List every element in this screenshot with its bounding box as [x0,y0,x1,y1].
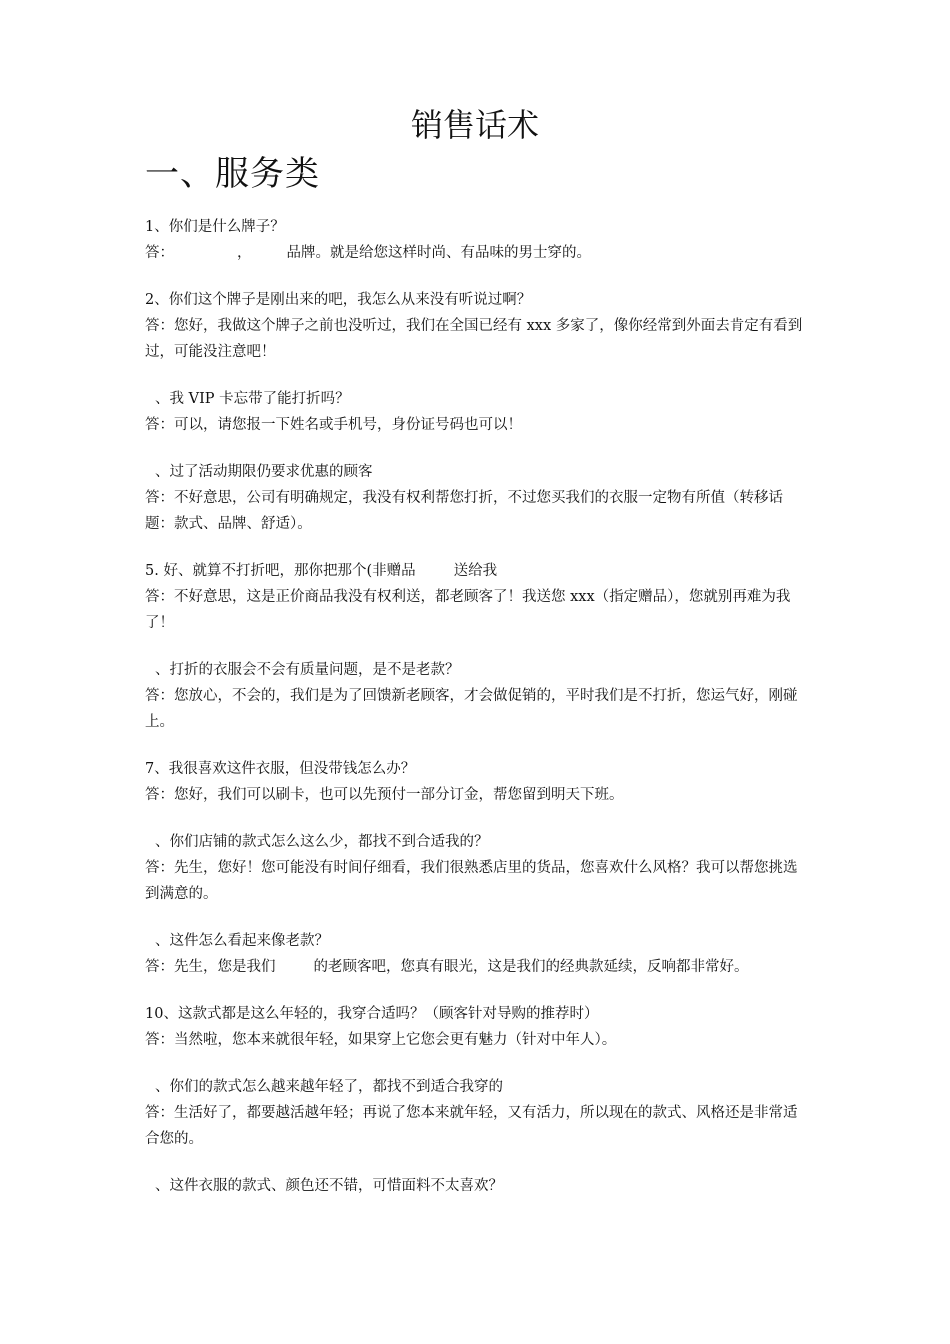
answer-comma: ， [237,245,252,261]
qa-item [145,829,807,907]
question: 2、你们这个牌子是刚出来的吧，我怎么从来没有听说过啊？ [145,292,532,308]
answer: 答：可以，请您报一下姓名或手机号，身份证号码也可以！ [145,417,522,433]
answer: 答：当然啦，您本来就很年轻，如果穿上它您会更有魅力（针对中年人）。 [145,1032,617,1048]
answer: 答：不好意思，公司有明确规定，我没有权利帮您打折，不过您买我们的衣服一定物有所值（转移话题：款式、品牌、舒适）。 [145,490,783,532]
question: 、我 VIP 卡忘带了能打折吗？ [155,391,350,407]
answer: 答：不好意思，这是正价商品我没有权利送，都老顾客了！我送您 xxx（指定赠品），您就别再难为我了！ [145,589,791,631]
question: 、这件衣服的款式、颜色还不错，可惜面料不太喜欢？ [155,1178,503,1194]
answer: 答：生活好了，都要越活越年轻；再说了您本来就年轻，又有活力，所以现在的款式、风格还是非常适合您的。 [145,1105,798,1147]
question: 1、你们是什么牌子？ [145,219,285,235]
qa-list [145,214,807,1220]
question-part: 5. 好、就算不打折吧，那你把那个(非赠品 [145,563,416,579]
qa-item [145,386,807,438]
question: 7、我很喜欢这件衣服，但没带钱怎么办？ [145,761,416,777]
question-part: 送给我 [453,563,498,579]
answer: 答：先生，您好！您可能没有时间仔细看，我们很熟悉店里的货品，您喜欢什么风格？我可以帮您挑选到满意的。 [145,860,798,902]
qa-item [145,1074,807,1152]
qa-item [145,657,807,735]
answer-prefix: 答： [145,245,174,261]
qa-item [145,287,807,365]
answer [145,240,807,266]
question: 10、这款式都是这么年轻的，我穿合适吗？（顾客针对导购的推荐时） [145,1006,599,1022]
question: 、这件怎么看起来像老款？ [155,933,329,949]
question: 、打折的衣服会不会有质量问题，是不是老款？ [155,662,460,678]
qa-item [145,928,807,980]
answer-text: 品牌。就是给您这样时尚、有品味的男士穿的。 [286,245,591,261]
answer [145,954,807,980]
qa-item [145,558,807,636]
question: 、你们店铺的款式怎么这么少，都找不到合适我的？ [155,834,489,850]
document-title: 销售话术 [410,106,539,144]
answer: 答：您好，我们可以刷卡，也可以先预付一部分订金，帮您留到明天下班。 [145,787,624,803]
question: 、你们的款式怎么越来越年轻了，都找不到适合我穿的 [155,1079,503,1095]
qa-item [145,756,807,808]
qa-item [145,1001,807,1053]
answer: 答：您放心，不会的，我们是为了回馈新老顾客，才会做促销的，平时我们是不打折，您运气好，刚碰上。 [145,688,798,730]
answer-text: 的老顾客吧，您真有眼光，这是我们的经典款延续，反响都非常好。 [313,959,749,975]
qa-item [145,459,807,537]
section-title: 一、服务类 [145,154,320,194]
question: 、过了活动期限仍要求优惠的顾客 [155,464,373,480]
qa-item [145,1173,807,1199]
question [145,558,807,584]
answer-prefix: 答：先生，您是我们 [145,959,276,975]
answer: 答：您好，我做这个牌子之前也没听过，我们在全国已经有 xxx 多家了，像你经常到外面去肯定有看到过，可能没注意吧！ [145,318,803,360]
qa-item [145,214,807,266]
